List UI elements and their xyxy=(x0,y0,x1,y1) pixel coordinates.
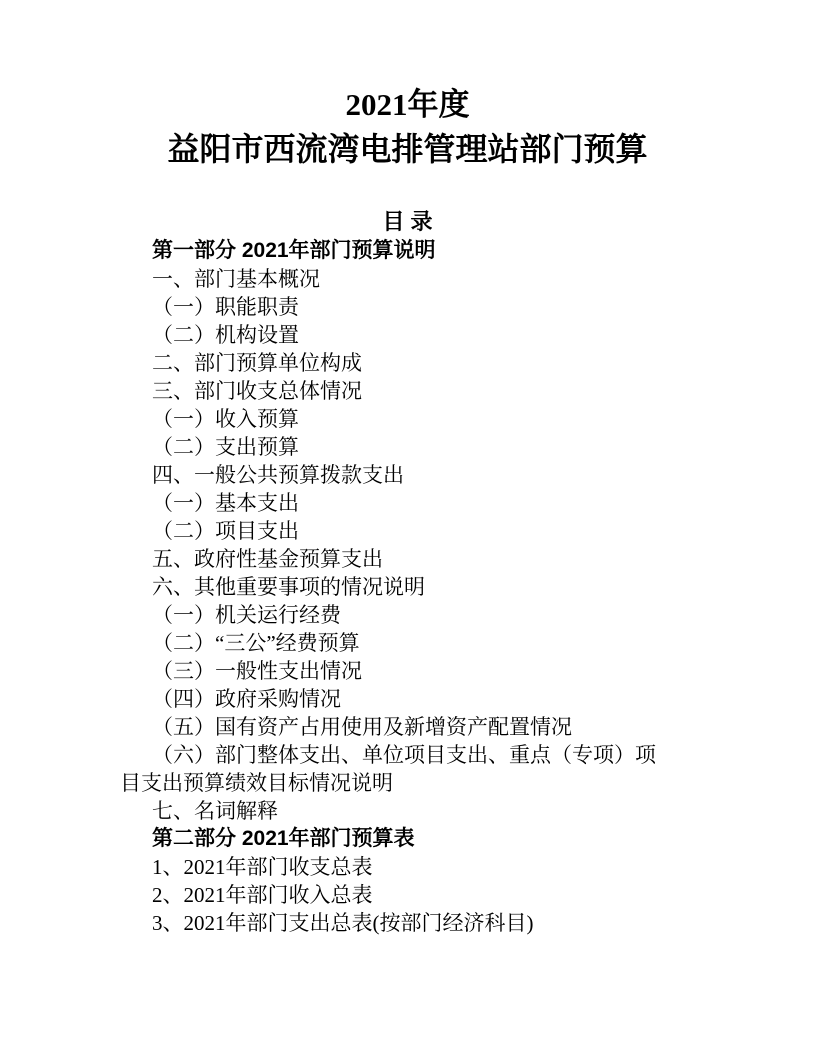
toc-item: （二）“三公”经费预算 xyxy=(152,631,360,655)
toc-item: 二、部门预算单位构成 xyxy=(152,351,362,375)
toc-item: 1、2021年部门收支总表 xyxy=(152,855,373,879)
toc-item-wrapping: （六）部门整体支出、单位项目支出、重点（专项）项目支出预算绩效目标情况说明 xyxy=(120,743,656,795)
toc-item: 七、名词解释 xyxy=(152,799,278,823)
toc-item: 四、一般公共预算拨款支出 xyxy=(152,463,404,487)
toc-part-heading: 第二部分 2021年部门预算表 xyxy=(152,827,415,850)
toc-item: （三）一般性支出情况 xyxy=(152,659,362,683)
toc-heading: 目 录 xyxy=(382,209,433,234)
toc-item: （二）支出预算 xyxy=(152,435,299,459)
toc-part-heading: 第一部分 2021年部门预算说明 xyxy=(152,239,436,262)
toc-item: （一）基本支出 xyxy=(152,491,299,515)
toc-item: （一）收入预算 xyxy=(152,407,299,431)
toc-item: （二）机构设置 xyxy=(152,323,299,347)
toc-item: （四）政府采购情况 xyxy=(152,687,341,711)
toc-item: （一）机关运行经费 xyxy=(152,603,341,627)
document-title-year: 2021年度 xyxy=(345,87,470,122)
toc-item: （二）项目支出 xyxy=(152,519,299,543)
toc-item: 2、2021年部门收入总表 xyxy=(152,883,373,907)
toc-item: 五、政府性基金预算支出 xyxy=(152,547,383,571)
toc-item: 3、2021年部门支出总表(按部门经济科目) xyxy=(152,911,534,935)
toc-item: 一、部门基本概况 xyxy=(152,267,320,291)
toc-item: 三、部门收支总体情况 xyxy=(152,379,362,403)
toc-item: 六、其他重要事项的情况说明 xyxy=(152,575,425,599)
table-of-contents xyxy=(120,237,672,937)
toc-item: （五）国有资产占用使用及新增资产配置情况 xyxy=(152,715,572,739)
toc-item: （一）职能职责 xyxy=(152,295,299,319)
document-title-name: 益阳市西流湾电排管理站部门预算 xyxy=(167,131,648,167)
